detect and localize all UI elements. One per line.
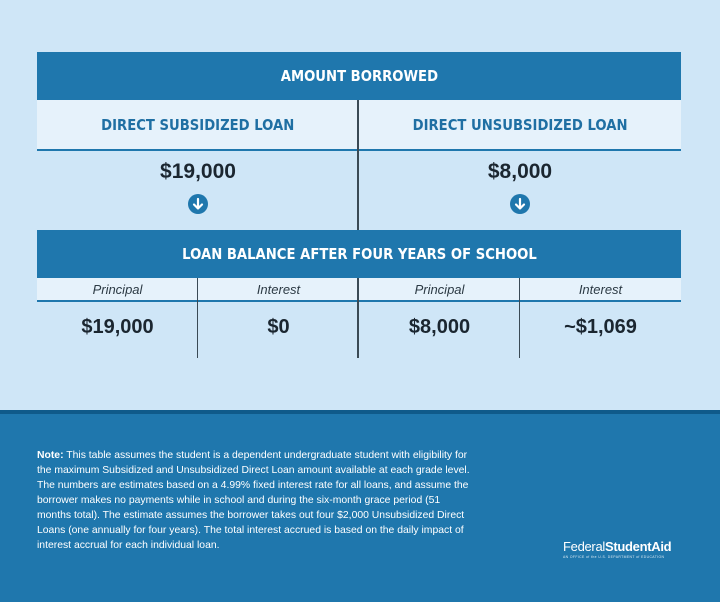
amount-borrowed-header bbox=[37, 52, 681, 100]
unsubsidized-principal-value: $8,000 bbox=[408, 316, 471, 338]
subsidized-interest-value: $0 bbox=[267, 316, 290, 338]
brand-light: Federal bbox=[563, 539, 605, 554]
brand-bold: StudentAid bbox=[604, 539, 672, 554]
amount-row bbox=[37, 152, 681, 228]
federal-student-aid-logo bbox=[563, 539, 693, 559]
subsidized-loan-header bbox=[37, 100, 359, 150]
unsubsidized-amount: $8,000 bbox=[487, 160, 553, 183]
arrow-down-circle-icon bbox=[188, 194, 208, 214]
footer-top-border bbox=[0, 410, 720, 414]
unsubsidized-principal-label: Principal bbox=[414, 281, 465, 297]
loan-balance-header bbox=[37, 230, 681, 278]
subsidized-principal-label: Principal bbox=[92, 281, 143, 297]
loan-balance-heading: LOAN BALANCE AFTER FOUR YEARS OF SCHOOL bbox=[181, 245, 537, 263]
footnote bbox=[37, 448, 477, 553]
unsubsidized-interest-value: ~$1,069 bbox=[564, 316, 637, 338]
subsidized-loan-title: DIRECT SUBSIDIZED LOAN bbox=[101, 116, 295, 134]
balance-values-row bbox=[37, 302, 681, 358]
note-label: Note: bbox=[37, 450, 64, 461]
subsidized-interest-label: Interest bbox=[256, 281, 301, 297]
subsidized-amount: $19,000 bbox=[160, 160, 236, 183]
subsidized-principal-value: $19,000 bbox=[81, 316, 154, 338]
loan-table bbox=[37, 52, 681, 358]
brand-tagline: AN OFFICE of the U.S. DEPARTMENT of EDUCATION bbox=[563, 555, 665, 559]
note-text: This table assumes the student is a dependent undergraduate student with eligibility for the maximum Subsidized and Unsubsidized Direct Loan amount available at each grade level. The numbers are estimates based on a 4.99% fixed interest rate for all loans, and assume the borrower makes no payments while in school and during the six-month grace period (51 months total). The estimate assumes the borrower takes out four $2,000 Unsubsidized Direct Loans (one annually for four years). The total interest accrued is based on the daily impact of interest accrual for each individual loan. bbox=[37, 450, 470, 551]
unsubsidized-interest-label: Interest bbox=[578, 281, 623, 297]
divider-line bbox=[37, 149, 681, 151]
principal-interest-header-row bbox=[37, 278, 681, 300]
unsubsidized-loan-title: DIRECT UNSUBSIDIZED LOAN bbox=[412, 116, 628, 134]
amount-borrowed-heading: AMOUNT BORROWED bbox=[280, 67, 438, 85]
unsubsidized-loan-header bbox=[359, 100, 681, 150]
arrow-down-circle-icon bbox=[510, 194, 530, 214]
footer-panel bbox=[0, 410, 720, 602]
loan-type-header-row bbox=[37, 100, 681, 150]
